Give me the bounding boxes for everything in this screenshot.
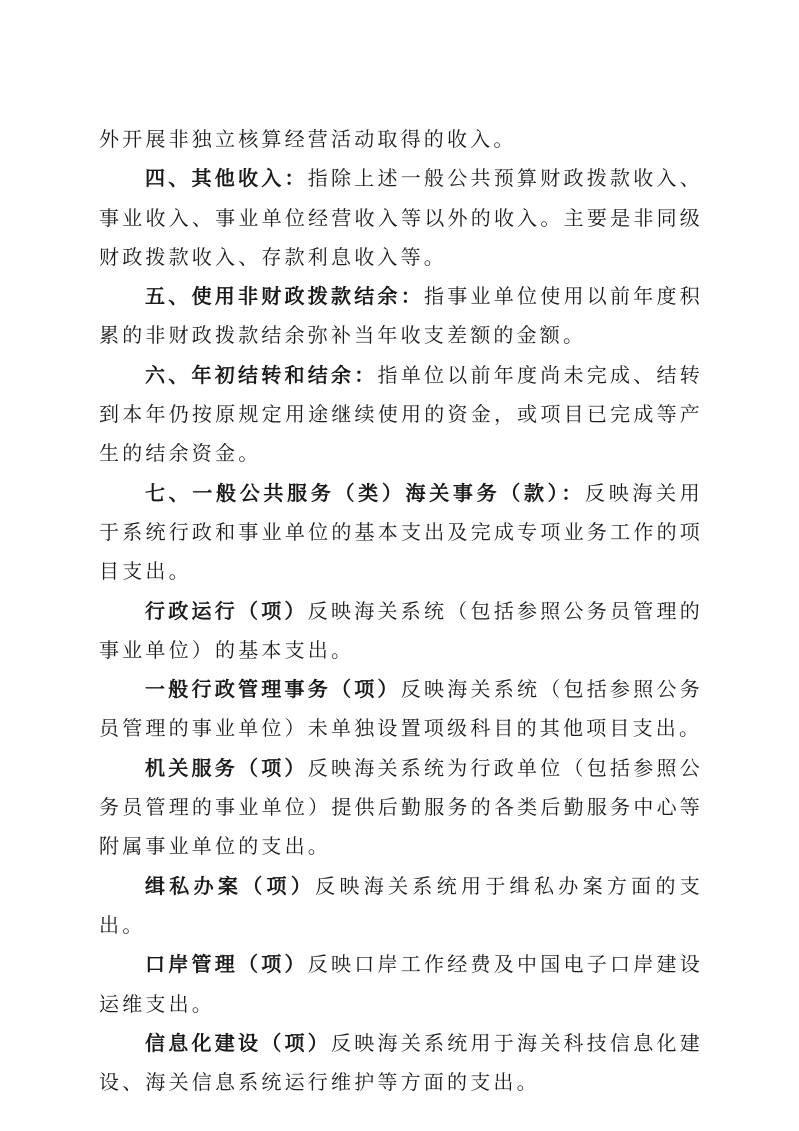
paragraph-heading: 五、使用非财政拨款结余：	[145, 284, 425, 309]
paragraph-port-management	[99, 945, 703, 1024]
paragraph-heading: 缉私办案（项）	[145, 873, 316, 898]
paragraph-text: 反映海关用于系统行政和事业单位的基本支出及完成专项业务工作的项目支出。	[99, 480, 703, 584]
paragraph-heading: 口岸管理（项）	[145, 952, 308, 977]
paragraph-heading: 七、一般公共服务（类）海关事务（款）：	[145, 480, 586, 505]
paragraph-heading: 一般行政管理事务（项）	[145, 677, 401, 702]
paragraph-text: 指除上述一般公共预算财政拨款收入、事业收入、事业单位经营收入等以外的收入。主要是非同级财政拨款收入、存款利息收入等。	[99, 166, 703, 269]
paragraph-text: 反映口岸工作经费及中国电子口岸建设运维支出。	[99, 952, 703, 1016]
paragraph-text: 反映海关系统用于缉私办案方面的支出。	[99, 873, 704, 937]
paragraph-carryover	[99, 356, 703, 474]
paragraph-continuation	[99, 120, 703, 159]
paragraph-it-construction	[99, 1024, 703, 1103]
paragraph-customs-affairs	[99, 474, 703, 592]
paragraph-non-fiscal-surplus	[99, 277, 703, 356]
document-body	[99, 120, 703, 1102]
paragraph-text: 指单位以前年度尚未完成、结转到本年仍按原规定用途继续使用的资金，或项目已完成等产生的结余资金。	[99, 362, 704, 466]
paragraph-agency-services	[99, 749, 703, 867]
paragraph-heading: 六、年初结转和结余：	[145, 362, 378, 387]
paragraph-text: 指事业单位使用以前年度积累的非财政拨款结余弥补当年收支差额的金额。	[99, 284, 703, 348]
paragraph-admin-operation	[99, 592, 703, 671]
paragraph-heading: 机关服务（项）	[145, 755, 308, 780]
paragraph-heading: 四、其他收入：	[145, 166, 308, 191]
paragraph-heading: 信息化建设（项）	[145, 1030, 332, 1055]
paragraph-heading: 行政运行（项）	[145, 598, 308, 623]
paragraph-text: 反映海关系统（包括参照公务员管理的事业单位）未单独设置项级科目的其他项目支出。	[99, 677, 704, 741]
paragraph-text: 反映海关系统为行政单位（包括参照公务员管理的事业单位）提供后勤服务的各类后勤服务中心等附属事业单位的支出。	[99, 755, 703, 859]
paragraph-text: 反映海关系统用于海关科技信息化建设、海关信息系统运行维护等方面的支出。	[99, 1030, 703, 1095]
paragraph-text: 外开展非独立核算经营活动取得的收入。	[99, 127, 517, 151]
paragraph-other-income	[99, 159, 703, 277]
paragraph-general-admin	[99, 670, 703, 749]
paragraph-text: 反映海关系统（包括参照公务员管理的事业单位）的基本支出。	[99, 598, 703, 662]
paragraph-anti-smuggling	[99, 867, 703, 946]
